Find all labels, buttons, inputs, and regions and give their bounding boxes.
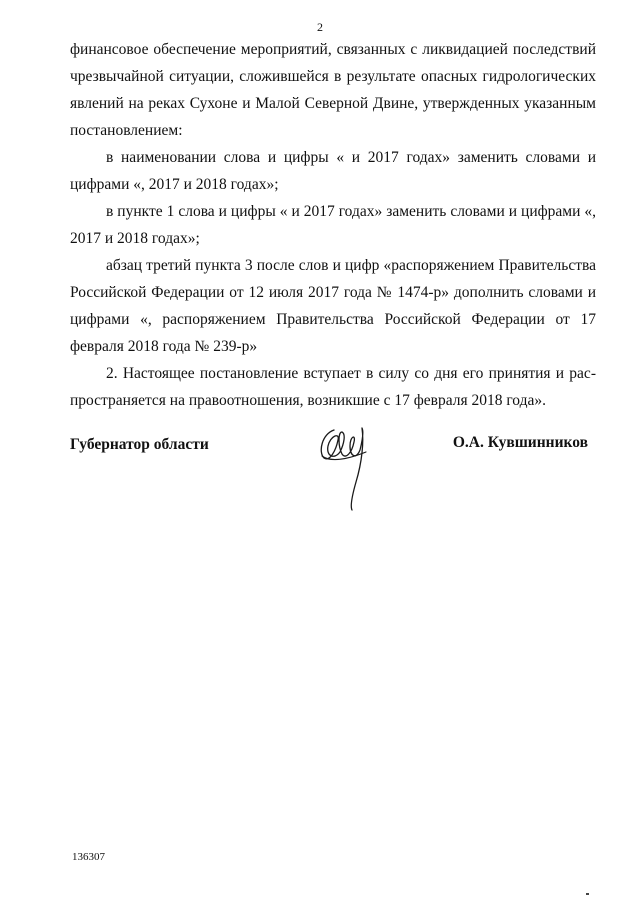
signature-block	[70, 428, 596, 528]
paragraph-item-3-change: абзац третий пункта 3 после слов и цифр «распоряжением Правительства Российской Федерации от 12 июля 2017 года № 1474-р» дополнить словами и цифрами «, распоряжением Правительства Российской Федерации от 17 февраля 2018 года № 239-р»	[70, 257, 596, 355]
signatory-title: Губернатор области	[70, 436, 209, 453]
handwritten-signature	[316, 422, 386, 522]
paragraph-effective-date: 2. Настоящее постановление вступает в силу со дня его принятия и распространяется на правоотношения, возникшие с 17 февраля 2018 года».	[70, 365, 596, 409]
signatory-name: О.А. Кувшинников	[452, 434, 588, 451]
document-body	[70, 36, 596, 414]
paragraph-item-1-change: в пункте 1 слова и цифры « и 2017 годах» заменить словами и цифрами «, 2017 и 2018 годах»;	[70, 203, 596, 247]
paragraph-title-change: в наименовании слова и цифры « и 2017 годах» заменить словами и цифрами «, 2017 и 2018 годах»;	[70, 149, 596, 193]
document-code: 136307	[72, 851, 105, 863]
page-number: 2	[317, 20, 323, 34]
paragraph-financing: финансовое обеспечение мероприятий, связанных с ликвидацией последствий чрезвычайной ситуации, сложившейся в результате опасных гидрологических явлений на реках Сухоне и Малой Северной Двине, утвержденных указанным постановлением:	[70, 41, 596, 139]
scan-mark	[586, 893, 589, 895]
